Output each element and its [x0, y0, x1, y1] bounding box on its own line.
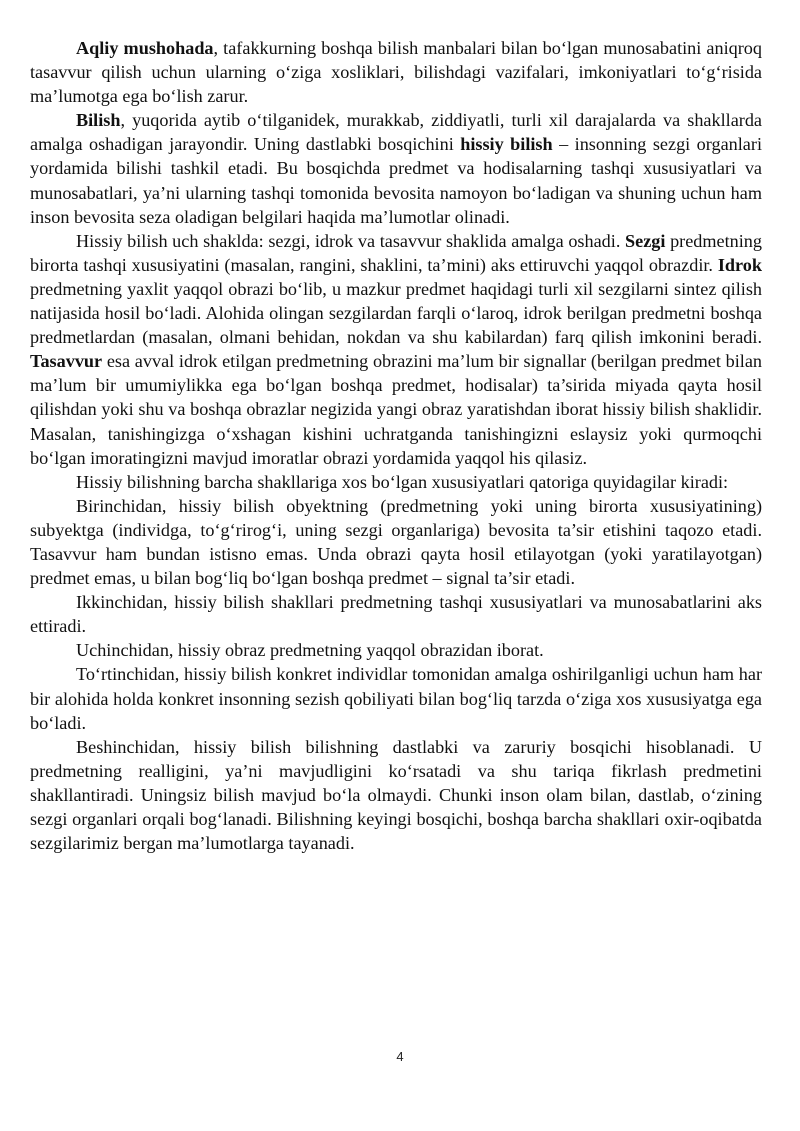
paragraph-hissiy-shakllar: Hissiy bilish uch shaklda: sezgi, idrok va tasavvur shaklida amalga oshadi. Sezgi predmetning birorta tashqi xususiyatini (masalan, rangini, shaklini, ta’mini) aks ettiruvchi yaqqol obrazdir. Idrok predmetning yaxlit yaqqol obrazi bo‘lib, u mazkur predmet haqidagi turli xil sezgilarni sintez qilish natijasida hosil bo‘ladi. Alohida olingan sezgilardan farqli o‘laroq, idrok berilgan predmetni boshqa predmetlardan (masalan, olmani behidan, nokdan va shu kabilardan) farq qilish imkonini beradi. Tasavvur esa avval idrok etilgan predmetning obrazini ma’lum bir signallar (berilgan predmet bilan ma’lum bir umumiylikka ega bo‘lgan boshqa predmet, hodisalar) ta’sirida miyada qayta hosil qilishdan yoki shu va boshqa obrazlar negizida yangi obraz yaratishdan iborat hissiy bilish shaklidir. Masalan, tanishingizga o‘xshagan kishini uchratganda tanishingizni eslaysiz yoki qurmoqchi bo‘lgan imoratingizni mavjud imoratlar obrazi yordamida yaqqol his qilasiz. [30, 230, 762, 468]
paragraph-xususiyatlar-intro: Hissiy bilishning barcha shakllariga xos bo‘lgan xususiyatlari qatoriga quyidagilar kiradi: [76, 471, 729, 492]
page-number: 4 [396, 1049, 404, 1064]
document-body [30, 36, 762, 855]
term-hissiy-bilish: hissiy bilish [460, 134, 553, 155]
paragraph-beshinchidan: Beshinchidan, hissiy bilish bilishning dastlabki va zaruriy bosqichi hisoblanadi. U predmetning realligini, ya’ni mavjudligini ko‘rsatadi va shu tariqa fikrlash predmetini shakllantiradi. Uningsiz bilish mavjud bo‘la olmaydi. Chunki inson olam bilan, dastlab, o‘zining sezgi organlari orqali bog‘lanadi. Bilishning keyingi bosqichi, boshqa barcha shakllari oxir-oqibatda sezgilarimiz bergan ma’lumotlarga tayanadi. [30, 736, 762, 854]
paragraph-aqliy-mushohada: Aqliy mushohada, tafakkurning boshqa bilish manbalari bilan bo‘lgan munosabatini aniqroq tasavvur qilish uchun ularning o‘ziga xosliklari, bilishdagi vazifalari, imkoniyatlari to‘g‘risida ma’lumotga ega bo‘lish zarur. [30, 38, 762, 107]
paragraph-uchinchidan: Uchinchidan, hissiy obraz predmetning yaqqol obrazidan iborat. [76, 640, 544, 661]
paragraph-bilish: Bilish, yuqorida aytib o‘tilganidek, murakkab, ziddiyatli, turli xil darajalarda va shakllarda amalga oshadigan jarayondir. Uning dastlabki bosqichini hissiy bilish – insonning sezgi organlari yordamida bilishi tashkil etadi. Bu bosqichda predmet va hodisalarning tashqi xususiyatlari va munosabatlari, ya’ni ularning tashqi tomonida bevosita namoyon bo‘ladigan va shuning uchun ham inson bevosita seza oladigan belgilari haqida ma’lumotlar olinadi. [30, 110, 762, 227]
term-idrok: Idrok [717, 254, 762, 275]
term-aqliy-mushohada: Aqliy mushohada [76, 38, 214, 58]
paragraph-tortinchidan: To‘rtinchidan, hissiy bilish konkret individlar tomonidan amalga oshirilganligi uchun ham har bir alohida holda konkret insonning sezish qobiliyati bilan bog‘liq tarzda o‘ziga xos xususiyatga ega bo‘ladi. [30, 664, 762, 733]
term-bilish: Bilish [76, 110, 121, 131]
term-sezgi: Sezgi [625, 230, 666, 251]
paragraph-ikkinchidan: Ikkinchidan, hissiy bilish shakllari predmetning tashqi xususiyatlari va munosabatlarini aks ettiradi. [30, 592, 762, 637]
term-tasavvur: Tasavvur [30, 351, 103, 372]
paragraph-birinchidan: Birinchidan, hissiy bilish obyektning (predmetning yoki uning birorta xususiyatining) subyektga (individga, to‘g‘rirog‘i, uning sezgi organlariga) bevosita ta’sir etishini taqozo etadi. Tasavvur ham bundan istisno emas. Unda obrazi qayta hosil etilayotgan (yoki yaratilayotgan) predmet emas, u bilan bog‘liq bo‘lgan boshqa predmet – signal ta’sir etadi. [30, 495, 762, 589]
